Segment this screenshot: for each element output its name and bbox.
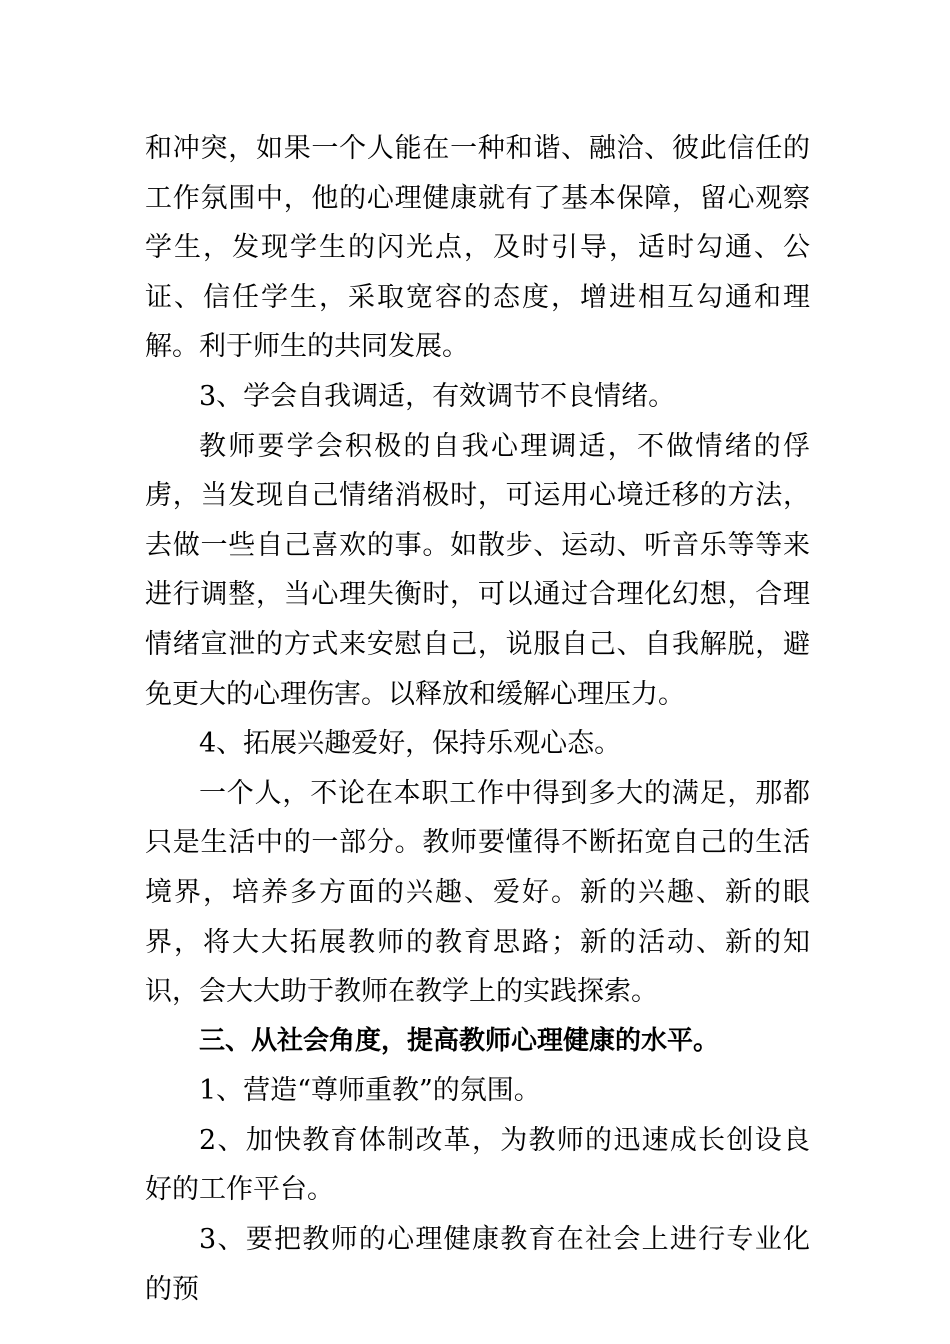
list-item-1: 1、营造“尊师重教”的氛围。	[199, 1075, 541, 1107]
list-item-3: 3、要把教师的心理健康教育在社会上进行专业化的预	[145, 1224, 810, 1305]
list-item-2: 2、加快教育体制改革，为教师的迅速成长创设良好的工作平台。	[145, 1124, 810, 1206]
document-body	[145, 124, 810, 1314]
subheading-interests: 4、拓展兴趣爱好，保持乐观心态。	[199, 728, 622, 760]
section-heading-social: 三、从社会角度，提高教师心理健康的水平。	[199, 1025, 720, 1056]
paragraph-self-adjustment: 教师要学会积极的自我心理调适，不做情绪的俘虏，当发现自己情绪消极时，可运用心境迁移的方法，去做一些自己喜欢的事。如散步、运动、听音乐等等来进行调整，当心理失衡时，可以通过合理化幻想，合理情绪宣泄的方式来安慰自己，说服自己、自我解脱，避免更大的心理伤害。以释放和缓解心理压力。	[145, 430, 810, 710]
subheading-self-adjustment: 3、学会自我调适，有效调节不良情绪。	[199, 380, 676, 412]
paragraph-continuation: 和冲突，如果一个人能在一种和谐、融洽、彼此信任的工作氛围中，他的心理健康就有了基本保障，留心观察学生，发现学生的闪光点，及时引导，适时勾通、公证、信任学生，采取宽容的态度，增进相互勾通和理解。利于师生的共同发展。	[145, 133, 810, 363]
paragraph-interests: 一个人，不论在本职工作中得到多大的满足，那都只是生活中的一部分。教师要懂得不断拓宽自己的生活境界，培养多方面的兴趣、爱好。新的兴趣、新的眼界，将大大拓展教师的教育思路；新的活动、新的知识，会大大助于教师在教学上的实践探索。	[145, 777, 810, 1008]
